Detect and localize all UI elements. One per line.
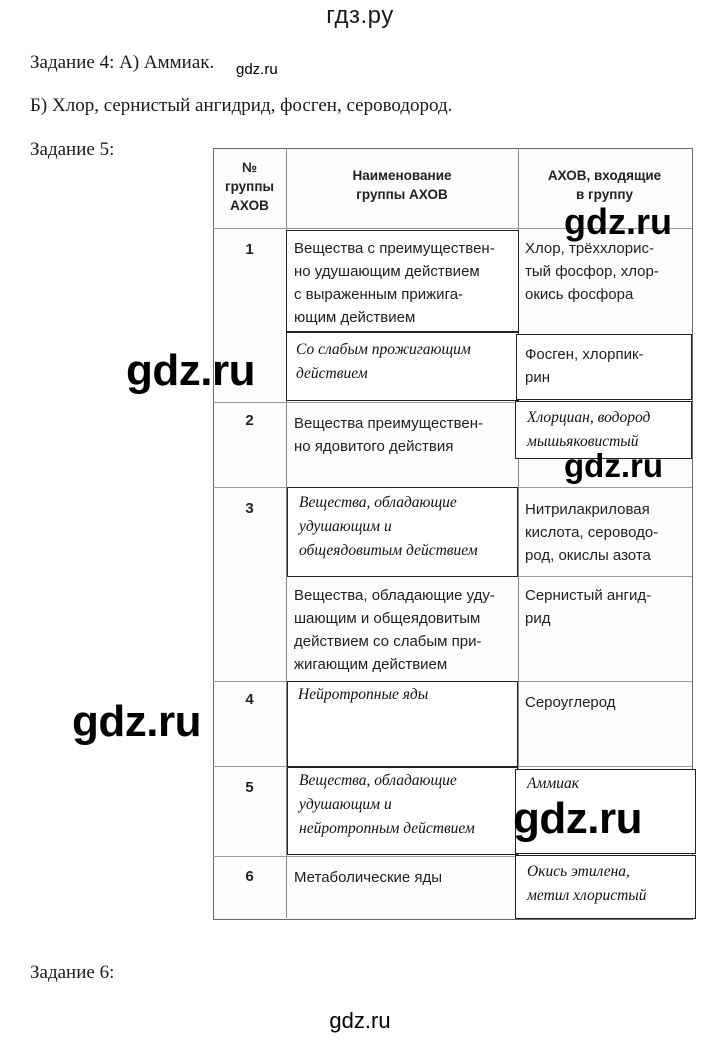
row-members: Окись этилена, метил хлористый	[527, 863, 647, 904]
row-members: Нитрилакриловая кислота, сероводо- род, окислы азота	[525, 501, 659, 564]
row-number: 2	[245, 412, 254, 429]
row-number: 3	[245, 500, 254, 517]
row-group-name: Вещества, обладающие удушающим и нейротропным действием	[299, 772, 475, 837]
row-number: 6	[245, 868, 254, 885]
watermark: gdz.ru	[72, 697, 201, 746]
row-group-name: Вещества, обладающие удушающим и общеядовитым действием	[299, 494, 478, 559]
row-group-name: Метаболические яды	[294, 869, 443, 886]
row-members: Хлор, трёххлорис- тый фосфор, хлор- окись фосфора	[525, 240, 659, 303]
row-members: Аммиак	[527, 775, 580, 792]
site-title: гдз.ру	[326, 2, 394, 29]
header-group-number: № группы АХОВ	[224, 160, 275, 213]
row-group-name: Вещества преимуществен- но ядовитого действия	[294, 415, 484, 455]
row-group-name: Нейротропные яды	[298, 686, 429, 703]
row-members: Фосген, хлорпик- рин	[525, 346, 644, 386]
task5-label: Задание 5:	[30, 139, 115, 160]
header-members: АХОВ, входящие в группу	[547, 168, 662, 202]
task4-answer-b: Б) Хлор, сернистый ангидрид, фосген, сероводород.	[30, 95, 453, 116]
row-number: 1	[245, 241, 254, 258]
row-group-name: Вещества с преимуществен- но удушающим действием с выраженным прижига- ющим действием	[294, 240, 495, 326]
watermark: gdz.ru	[564, 201, 672, 242]
row-group-name: Вещества, обладающие уду- шающим и общеядовитым действием со слабым при- жигающим действием	[294, 587, 495, 673]
row-members: Хлорциан, водород мышьяковистый	[527, 409, 651, 450]
footer-watermark: gdz.ru	[329, 1008, 391, 1033]
watermark: gdz.ru	[564, 447, 663, 484]
row-members: Сероуглерод	[525, 694, 616, 711]
row-members: Сернистый ангид- рид	[525, 587, 652, 627]
task6-label: Задание 6:	[30, 962, 115, 983]
watermark: gdz.ru	[126, 346, 255, 395]
watermark: gdz.ru	[513, 794, 642, 843]
row-number: 4	[245, 691, 254, 708]
watermark: gdz.ru	[236, 61, 278, 78]
header-group-name: Наименование группы АХОВ	[352, 168, 452, 202]
row-number: 5	[245, 779, 254, 796]
task4-answer-a: Задание 4: А) Аммиак.	[30, 52, 215, 73]
row-group-name: Со слабым прожигающим действием	[296, 341, 471, 382]
